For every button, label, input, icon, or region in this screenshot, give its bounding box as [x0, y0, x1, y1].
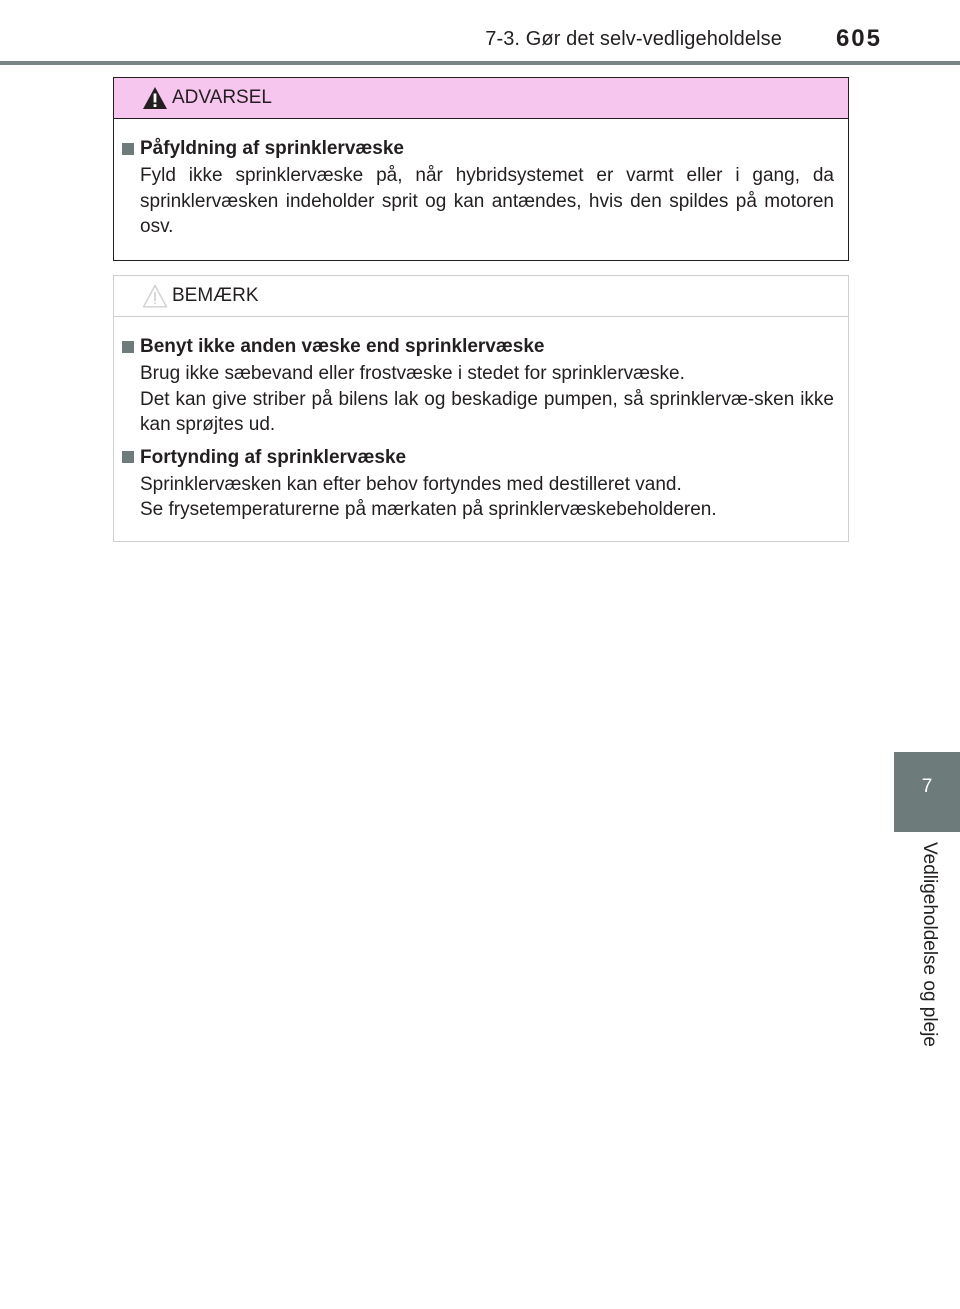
notice-item-paragraph: Brug ikke sæbevand eller frostvæske i stedet for sprinklervæske.: [140, 363, 685, 384]
chapter-title: Vedligeholdelse og pleje: [919, 842, 940, 1047]
notice-box-body: [114, 317, 848, 523]
section-title: 7-3. Gør det selv-vedligeholdelse: [485, 28, 782, 50]
notice-item-paragraph: Det kan give striber på bilens lak og beskadige pumpen, så sprinklervæ-sken ikke kan sprøjtes ud.: [140, 388, 834, 435]
square-bullet-icon: [122, 143, 134, 155]
notice-item-paragraph: Se frysetemperaturerne på mærkaten på sprinklervæskebeholderen.: [140, 499, 717, 520]
warning-triangle-icon: [142, 86, 168, 110]
warning-item-title: Påfyldning af sprinklervæske: [140, 138, 404, 159]
warning-label: ADVARSEL: [172, 87, 272, 108]
warning-item-text: [122, 163, 834, 240]
notice-box-header: [114, 276, 848, 317]
caution-triangle-outline-icon: [142, 284, 168, 308]
chapter-number: 7: [921, 776, 933, 797]
notice-box: [113, 275, 849, 542]
header-divider: [0, 61, 960, 65]
notice-item-text: [122, 472, 834, 523]
warning-box: [113, 77, 849, 261]
notice-item-title: Fortynding af sprinklervæske: [140, 446, 407, 468]
warning-item: [122, 135, 834, 240]
notice-label: BEMÆRK: [172, 285, 259, 306]
square-bullet-icon: [122, 451, 134, 463]
notice-item: [122, 333, 834, 438]
page-number: 605: [835, 25, 882, 52]
warning-box-body: [114, 119, 848, 240]
warning-box-header: [114, 78, 848, 119]
chapter-tab: [894, 752, 960, 832]
square-bullet-icon: [122, 341, 134, 353]
notice-item-title: Benyt ikke anden væske end sprinklervæske: [140, 336, 545, 357]
warning-item-paragraph: Fyld ikke sprinklervæske på, når hybridsystemet er varmt eller i gang, da sprinklervæsken indeholder sprit og kan antændes, hvis den spildes på motoren osv.: [140, 165, 834, 237]
notice-item: [122, 444, 834, 523]
notice-item-text: [122, 361, 834, 438]
notice-item-paragraph: Sprinklervæsken kan efter behov fortyndes med destilleret vand.: [140, 473, 682, 495]
